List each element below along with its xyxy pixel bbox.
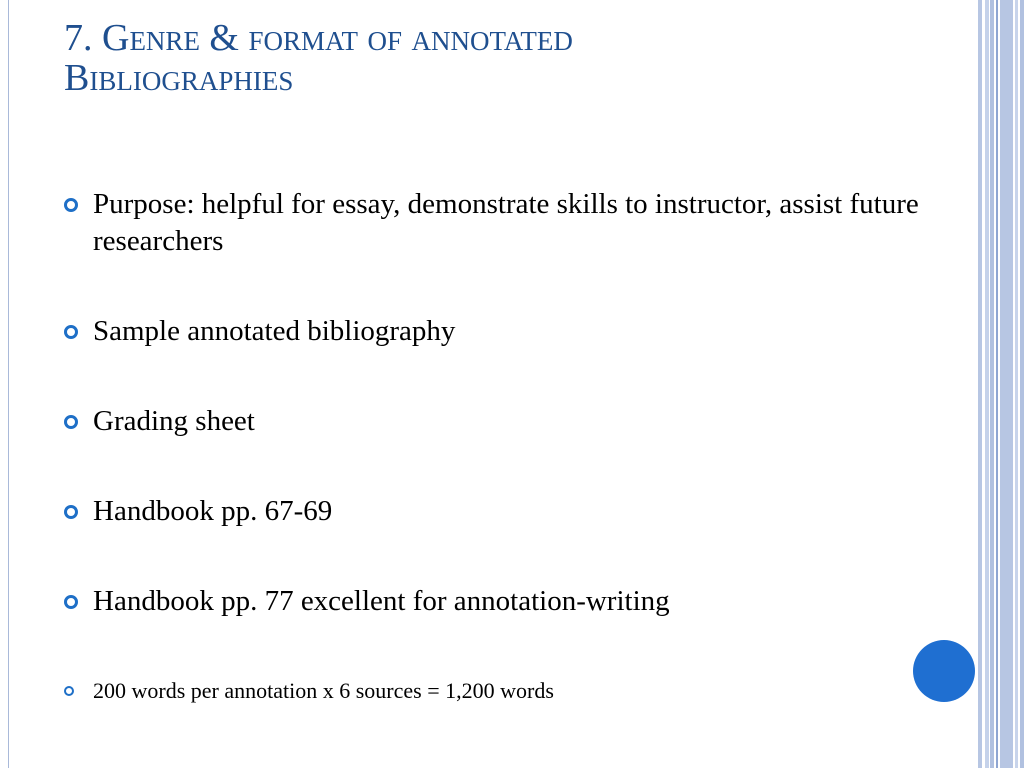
left-border-line (8, 0, 9, 768)
bullet-item-word-count (64, 677, 944, 705)
bullet-item-purpose (64, 186, 944, 260)
bullet-text: Purpose: helpful for essay, demonstrate skills to instructor, assist future researchers (93, 188, 919, 257)
bullet-text: Handbook pp. 77 excellent for annotation-writing (93, 585, 670, 617)
bullet-icon (64, 505, 78, 519)
bullet-icon (64, 325, 78, 339)
bullet-text: 200 words per annotation x 6 sources = 1,200 words (93, 678, 554, 703)
right-decorative-stripe (978, 0, 982, 768)
right-decorative-stripe (996, 0, 998, 768)
right-decorative-stripe (1000, 0, 1013, 768)
bullet-icon (64, 686, 74, 696)
right-decorative-stripe (990, 0, 994, 768)
right-decorative-stripe (1015, 0, 1018, 768)
slide-title-line-2: Bibliographies (64, 57, 294, 99)
decorative-blue-circle (913, 640, 975, 702)
bullet-text: Sample annotated bibliography (93, 315, 456, 347)
bullet-text: Grading sheet (93, 405, 255, 437)
bullet-list (64, 186, 944, 705)
bullet-icon (64, 415, 78, 429)
bullet-item-handbook-67 (64, 493, 944, 530)
bullet-icon (64, 595, 78, 609)
bullet-icon (64, 198, 78, 212)
slide-title (64, 18, 964, 98)
bullet-item-grading (64, 403, 944, 440)
slide-title-line-1: 7. Genre & format of annotated (64, 17, 573, 59)
right-decorative-stripe (1020, 0, 1024, 768)
bullet-item-sample (64, 313, 944, 350)
bullet-item-handbook-77 (64, 583, 944, 620)
bullet-text: Handbook pp. 67-69 (93, 495, 333, 527)
right-decorative-stripe (985, 0, 989, 768)
